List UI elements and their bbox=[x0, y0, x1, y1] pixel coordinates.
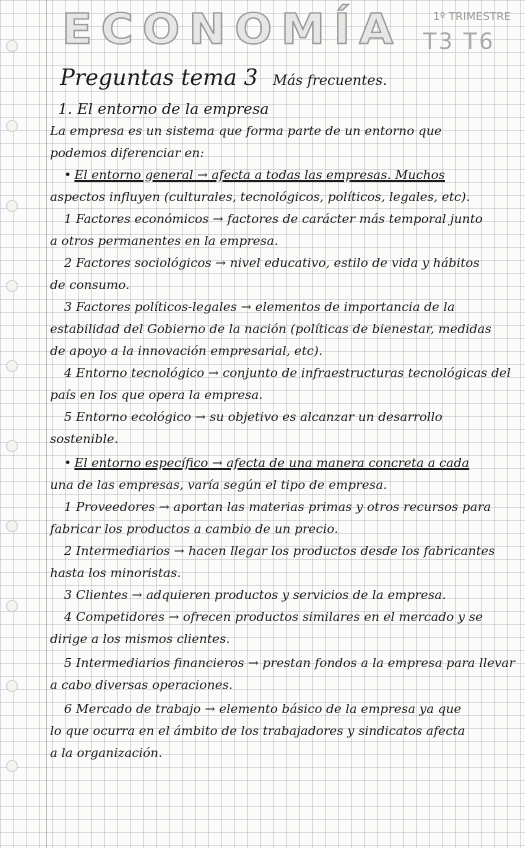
text-line: 4 Competidores → ofrecen productos similares en el mercado y se bbox=[64, 609, 483, 624]
text-line: 3 Factores políticos-legales → elementos de importancia de la bbox=[64, 299, 455, 314]
text-line: 5 Intermediarios financieros → prestan fondos a la empresa para llevar bbox=[64, 655, 515, 670]
text-line: sostenible. bbox=[50, 431, 119, 446]
text-line: de consumo. bbox=[50, 277, 130, 292]
text-line: 1 Proveedores → aportan las materias primas y otros recursos para bbox=[64, 499, 492, 514]
text-line: a cabo diversas operaciones. bbox=[50, 677, 233, 692]
underlined-term: El entorno general → afecta a todas las empresas. Muchos bbox=[74, 167, 445, 182]
margin-line bbox=[46, 0, 47, 848]
text-line: aspectos influyen (culturales, tecnológicos, políticos, legales, etc). bbox=[50, 189, 471, 204]
underlined-term: El entorno específico → afecta de una manera concreta a cada bbox=[74, 455, 470, 470]
text-line: 2 Factores sociológicos → nivel educativo, estilo de vida y hábitos bbox=[64, 255, 480, 270]
text-line: 5 Entorno ecológico → su objetivo es alcanzar un desarrollo bbox=[64, 409, 443, 424]
section-heading: 1. El entorno de la empresa bbox=[58, 100, 269, 118]
text-line: 4 Entorno tecnológico → conjunto de infraestructuras tecnológicas del bbox=[64, 365, 511, 380]
text-line: lo que ocurra en el ámbito de los trabajadores y sindicatos afecta bbox=[50, 723, 466, 738]
page-subtitle: Más frecuentes. bbox=[272, 73, 388, 89]
text-line: 2 Intermediarios → hacen llegar los productos desde los fabricantes bbox=[64, 543, 495, 558]
text-line: a otros permanentes en la empresa. bbox=[50, 233, 279, 248]
text-line: una de las empresas, varía según el tipo de empresa. bbox=[50, 477, 388, 492]
text-line: de apoyo a la innovación empresarial, etc). bbox=[50, 343, 323, 358]
binder-holes bbox=[6, 0, 20, 848]
text-line: hasta los minoristas. bbox=[50, 565, 181, 580]
bullet-icon: • bbox=[64, 167, 72, 182]
text-line: 3 Clientes → adquieren productos y servicios de la empresa. bbox=[64, 587, 447, 602]
text-line: 6 Mercado de trabajo → elemento básico de la empresa ya que bbox=[64, 701, 462, 716]
text-line: país en los que opera la empresa. bbox=[50, 387, 263, 402]
text-line-specific-heading bbox=[50, 452, 515, 474]
trimester-label: 1º TRIMESTRE bbox=[432, 10, 511, 23]
text-line: fabricar los productos a cambio de un precio. bbox=[50, 521, 339, 536]
bullet-icon: • bbox=[64, 455, 72, 470]
text-line: estabilidad del Gobierno de la nación (políticas de bienestar, medidas bbox=[50, 321, 492, 336]
text-line: 1 Factores económicos → factores de carácter más temporal junto bbox=[64, 211, 483, 226]
title-row bbox=[60, 66, 387, 91]
text-line: dirige a los mismos clientes. bbox=[50, 631, 230, 646]
text-line-general-heading bbox=[50, 164, 515, 186]
page-title: Preguntas tema 3 bbox=[60, 66, 258, 91]
text-line: podemos diferenciar en: bbox=[50, 145, 205, 160]
units-label: T3 T6 bbox=[423, 30, 495, 55]
text-line: La empresa es un sistema que forma parte de un entorno que bbox=[50, 123, 442, 138]
brand-heading: ECONOMÍA bbox=[62, 5, 403, 54]
text-line: a la organización. bbox=[50, 745, 163, 760]
